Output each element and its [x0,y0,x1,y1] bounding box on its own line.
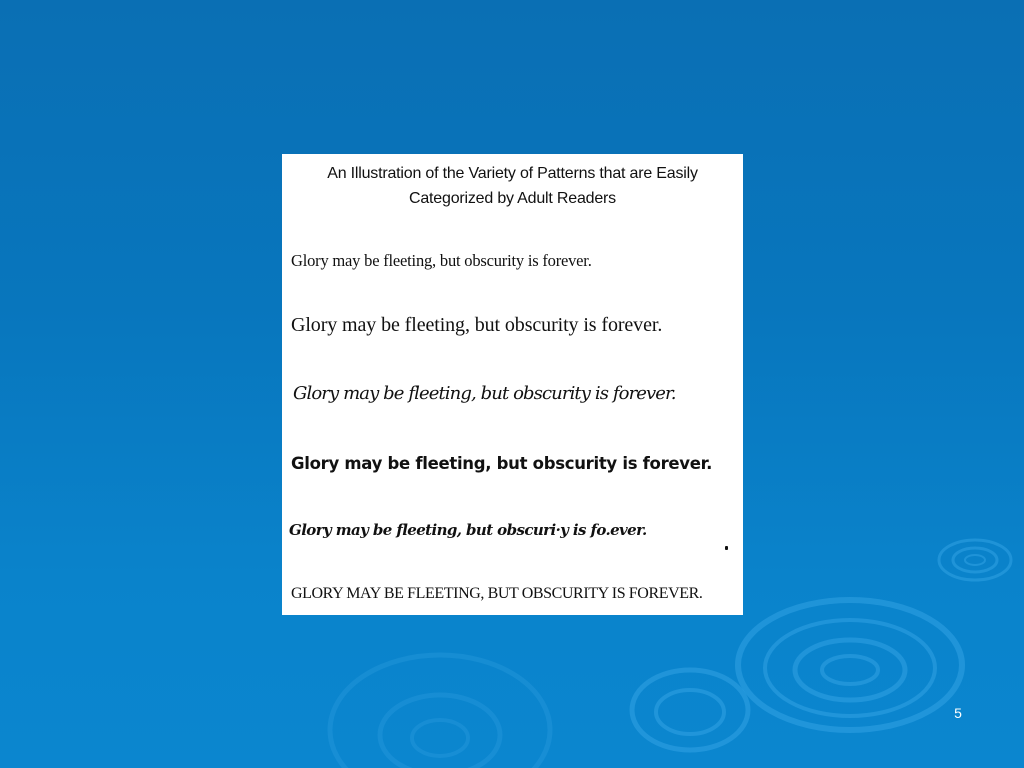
sample-serif-small: Glory may be fleeting, but obscurity is forever. [291,251,592,270]
sample-serif-large: Glory may be fleeting, but obscurity is forever. [291,314,663,336]
sample-italic-script: Glory may be fleeting, but obscurity is forever. [293,383,676,404]
sample-uppercase: GLORY MAY BE FLEETING, BUT OBSCURITY IS FOREVER. [291,585,703,602]
sample-degraded-bold-italic: Glory may be fleeting, but obscuri·y is fo.ever. [289,521,647,539]
patterns-illustration [282,154,743,615]
illustration-title-line-1: An Illustration of the Variety of Patterns that are Easily [327,165,698,182]
stray-mark [725,546,728,550]
illustration-title-line-2: Categorized by Adult Readers [409,190,616,207]
illustration-title [282,161,743,211]
sample-bold-sans: Glory may be fleeting, but obscurity is forever. [291,454,713,473]
page-number: 5 [954,705,962,721]
